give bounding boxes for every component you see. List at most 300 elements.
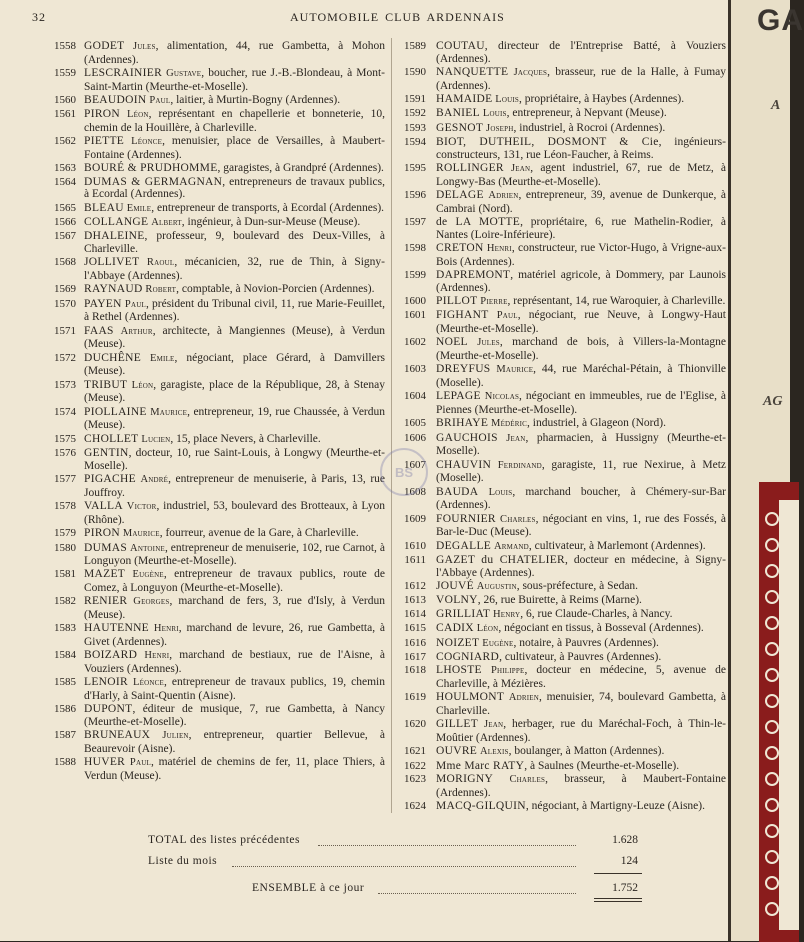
- member-description: , négociant en tissus, à Bosseval (Ardennes).: [498, 622, 704, 635]
- member-details: [436, 580, 726, 594]
- member-description: , menuisier, 74, boulevard Gambetta, à Charleville.: [436, 691, 726, 717]
- member-details: [436, 432, 726, 458]
- ornament-ring: [765, 850, 779, 864]
- member-first-name: Georges: [133, 596, 170, 608]
- member-description: , entrepreneur de travaux publics, route de Comez, à Longuyon (Meurthe-et-Moselle).: [84, 568, 385, 595]
- member-name: DUMAS: [84, 541, 128, 554]
- member-number: 1619: [404, 691, 426, 704]
- member-details: [84, 94, 385, 108]
- member-number: 1583: [54, 622, 76, 635]
- member-first-name: Paul: [129, 757, 151, 769]
- member-entry: [396, 691, 726, 717]
- member-description: , alimentation, 44, rue Gambetta, à Mohon (Ardennes).: [84, 40, 386, 66]
- member-details: [84, 67, 385, 93]
- member-details: [436, 622, 726, 636]
- member-number: 1621: [404, 745, 426, 758]
- member-description: , 6, rue Claude-Charles, à Nancy.: [520, 607, 673, 620]
- member-details: [436, 540, 726, 554]
- member-list-right-column: [396, 40, 726, 814]
- member-entry: [396, 459, 726, 485]
- member-name: PIRON: [84, 527, 121, 540]
- member-number: 1579: [54, 527, 76, 540]
- member-first-name: Robert: [145, 284, 177, 296]
- member-details: [84, 447, 385, 472]
- member-name: MORIGNY: [436, 773, 494, 786]
- member-details: [84, 176, 385, 201]
- member-name: LEPAGE: [436, 390, 481, 403]
- member-description: , marchand de fers, 3, rue d'Isly, à Verdun (Meuse).: [84, 595, 385, 622]
- member-name: LHOSTE: [436, 664, 482, 677]
- member-first-name: Henri: [153, 623, 179, 635]
- member-details: [436, 637, 726, 651]
- member-number: 1574: [54, 405, 76, 418]
- member-details: [84, 298, 385, 324]
- member-entry: [396, 216, 726, 241]
- ornament-ring: [765, 746, 779, 760]
- member-description: , marchand de bois, à Villers-la-Montagne (Meurthe-et-Moselle).: [436, 336, 726, 363]
- member-name: COUTAU: [436, 40, 485, 52]
- member-details: [436, 513, 726, 539]
- member-description: , négociant, rue Neuve, à Longwy-Haut (Meurthe-et-Moselle).: [436, 309, 726, 336]
- member-name: de LA MOTTE: [436, 216, 521, 229]
- member-name: DELAGE: [436, 189, 484, 202]
- member-number: 1569: [54, 283, 76, 296]
- member-entry: [30, 500, 385, 526]
- member-first-name: Louis: [482, 108, 507, 120]
- member-name: PIOLLAINE: [84, 405, 147, 418]
- member-details: [436, 309, 726, 335]
- member-first-name: André: [140, 474, 169, 486]
- member-entry: [396, 718, 726, 744]
- grand-total-label: ENSEMBLE à ce jour: [252, 882, 365, 894]
- member-details: [84, 230, 385, 255]
- member-details: [84, 108, 385, 134]
- member-description: , fourreur, avenue de la Gare, à Charleville.: [159, 527, 359, 540]
- member-description: , boulanger, à Matton (Ardennes).: [508, 745, 665, 758]
- member-number: 1615: [404, 622, 426, 635]
- member-number: 1593: [404, 121, 426, 134]
- member-details: [436, 718, 726, 744]
- member-name: PAYEN: [84, 297, 122, 310]
- member-details: [84, 433, 385, 447]
- member-entry: [30, 256, 385, 282]
- member-name: PIETTE: [84, 135, 125, 148]
- member-number: 1622: [404, 759, 426, 772]
- member-number: 1562: [54, 135, 76, 148]
- ornament-ring: [765, 616, 779, 630]
- member-details: [84, 406, 385, 432]
- member-description: , comptable, à Novion-Porcien (Ardennes).: [176, 283, 375, 296]
- member-first-name: Gustave: [166, 67, 202, 79]
- member-list-left-column: [30, 40, 385, 783]
- member-name: BOIZARD: [84, 649, 138, 662]
- member-number: 1591: [404, 92, 426, 105]
- member-description: , cultivateur, à Pauvres (Ardennes).: [499, 651, 662, 664]
- member-entry: [396, 66, 726, 92]
- member-description: , président du Tribunal civil, 11, rue Marie-Feuillet, à Rethel (Ardennes).: [84, 297, 385, 324]
- member-number: 1596: [404, 189, 426, 202]
- member-entry: [30, 433, 385, 447]
- member-entry: [396, 773, 726, 799]
- dot-leader: [378, 884, 576, 894]
- member-entry: [30, 649, 385, 675]
- member-first-name: Maurice: [122, 528, 160, 540]
- member-description: , sous-préfecture, à Sedan.: [516, 580, 639, 593]
- member-details: [84, 162, 385, 175]
- member-entry: [396, 580, 726, 594]
- member-number: 1620: [404, 718, 426, 731]
- member-details: [84, 729, 385, 755]
- member-description: , professeur, 9, boulevard des Deux-Villes, à Charleville.: [84, 230, 385, 256]
- member-description: , à Saulnes (Meurthe-et-Moselle).: [524, 759, 680, 772]
- member-first-name: Médéric: [491, 418, 528, 430]
- member-description: , négociant en immeubles, rue de l'Eglise, à Piennes (Meurthe-et-Moselle).: [436, 390, 726, 416]
- member-details: [84, 527, 385, 541]
- member-description: , pharmacien, à Hussigny (Meurthe-et-Moselle).: [436, 431, 726, 458]
- member-description: , entrepreneur de menuiserie, à Paris, 13, rue Jouffroy.: [84, 473, 385, 499]
- member-details: [84, 325, 385, 351]
- member-description: , docteur, 10, rue Saint-Louis, à Longwy (Meurthe-et-Moselle).: [84, 447, 385, 472]
- member-name: RENIER: [84, 595, 128, 608]
- member-details: [436, 242, 726, 268]
- member-name: LESCRAINIER: [84, 66, 163, 79]
- member-description: , directeur de l'Entreprise Batté, à Vouziers (Ardennes).: [436, 40, 726, 65]
- member-number: 1607: [404, 458, 426, 471]
- member-name: BLEAU: [84, 201, 124, 214]
- member-details: [436, 390, 726, 416]
- member-first-name: Léon: [476, 623, 499, 635]
- member-entry: [396, 745, 726, 759]
- member-description: , entrepreneur de menuiserie, 102, rue Carnot, à Longuyon (Meurthe-et-Moselle).: [84, 541, 386, 568]
- member-entry: [396, 664, 726, 690]
- member-details: [436, 189, 726, 215]
- member-number: 1589: [404, 40, 426, 52]
- member-entry: [396, 309, 726, 335]
- member-first-name: Henry: [493, 608, 521, 620]
- member-name: BRIHAYE: [436, 417, 489, 430]
- member-first-name: Augustin: [476, 581, 517, 593]
- member-name: DUCHÊNE: [84, 351, 142, 364]
- library-stamp: BS: [380, 448, 428, 496]
- member-first-name: Raoul: [146, 257, 175, 269]
- member-entry: [396, 390, 726, 416]
- member-details: [84, 216, 385, 230]
- member-first-name: Jean: [506, 432, 526, 444]
- member-details: [84, 256, 385, 282]
- member-name: DREYFUS: [436, 363, 491, 376]
- member-number: 1586: [54, 703, 76, 716]
- ornament-ring: [765, 824, 779, 838]
- member-description: , marchand de levure, 26, rue Gambetta, à Givet (Ardennes).: [84, 622, 386, 649]
- member-number: 1560: [54, 93, 76, 106]
- facing-page-heading: GA: [757, 4, 804, 37]
- member-number: 1610: [404, 539, 426, 552]
- member-number: 1558: [54, 40, 76, 52]
- member-description: , représentant, 14, rue Waroquier, à Charleville.: [507, 295, 726, 308]
- member-first-name: Antoine: [130, 542, 165, 554]
- ornament-ring: [765, 564, 779, 578]
- member-name: BOURÉ & PRUDHOMME: [84, 162, 218, 175]
- member-details: [84, 622, 385, 648]
- member-entry: [30, 447, 385, 472]
- member-number: 1608: [404, 485, 426, 498]
- member-first-name: Henri: [486, 243, 512, 255]
- member-name: GRILLIAT: [436, 607, 491, 620]
- member-description: , mécanicien, 32, rue de Thin, à Signy-l'Abbaye (Ardennes).: [84, 256, 386, 283]
- member-name: DHALEINE: [84, 230, 145, 243]
- member-number: 1624: [404, 800, 426, 813]
- member-description: , entrepreneur, 39, avenue de Dunkerque, à Cambrai (Nord).: [436, 189, 726, 215]
- member-description: , marchand boucher, à Chémery-sur-Bar (Ardennes).: [436, 485, 726, 512]
- member-details: [84, 649, 385, 675]
- member-number: 1559: [54, 66, 76, 79]
- ornament-ring: [765, 902, 779, 916]
- member-entry: [30, 729, 385, 755]
- member-details: [436, 336, 726, 362]
- member-entry: [30, 756, 385, 782]
- member-details: [436, 122, 726, 136]
- member-entry: [396, 486, 726, 512]
- member-number: 1564: [54, 175, 76, 188]
- member-details: [84, 568, 385, 594]
- member-number: 1584: [54, 649, 76, 662]
- member-name: DAPREMONT: [436, 269, 511, 282]
- member-entry: [30, 108, 385, 134]
- member-description: , entrepreneur, 19, rue Chaussée, à Verdun (Meuse).: [84, 405, 385, 432]
- member-description: , entrepreneur, à Nepvant (Meuse).: [506, 107, 667, 120]
- member-name: GAUCHOIS: [436, 431, 498, 444]
- member-name: GESNOT: [436, 121, 484, 134]
- member-description: , ingénieur, à Dun-sur-Meuse (Meuse).: [181, 216, 361, 229]
- member-number: 1566: [54, 216, 76, 229]
- member-details: [84, 283, 385, 297]
- member-entry: [30, 230, 385, 255]
- member-first-name: Jean: [483, 719, 504, 731]
- ornament-ring: [765, 512, 779, 526]
- member-name: DUPONT: [84, 703, 133, 716]
- member-first-name: Paul: [149, 94, 171, 106]
- member-number: 1601: [404, 309, 426, 322]
- member-description: , 26, rue Buirette, à Reims (Marne).: [477, 594, 642, 607]
- member-description: , 44, rue Maréchal-Pétain, à Thionville (Moselle).: [436, 363, 727, 389]
- ornament-ring: [765, 642, 779, 656]
- member-entry: [30, 473, 385, 499]
- member-description: , industriel, à Rocroi (Ardennes).: [513, 121, 666, 134]
- facing-page-edge: [728, 0, 804, 941]
- member-description: , propriétaire, à Haybes (Ardennes).: [519, 92, 685, 105]
- page-header: [0, 10, 728, 30]
- member-name: CRETON: [436, 242, 484, 255]
- member-number: 1582: [54, 595, 76, 608]
- member-first-name: Léonce: [133, 677, 164, 689]
- member-entry: [30, 176, 385, 201]
- member-number: 1568: [54, 256, 76, 269]
- member-details: [84, 595, 385, 621]
- member-number: 1581: [54, 568, 76, 581]
- member-number: 1578: [54, 500, 76, 513]
- member-entry: [30, 703, 385, 728]
- member-description: , entrepreneur de travaux publics, 19, chemin d'Harly, à Saint-Quentin (Aisne).: [84, 676, 385, 703]
- member-first-name: Paul: [496, 310, 518, 322]
- member-name: ROLLINGER: [436, 162, 504, 175]
- member-entry: [396, 417, 726, 431]
- member-description: , marchand de bestiaux, rue de l'Aisne, à Vouziers (Ardennes).: [84, 649, 385, 676]
- member-details: [84, 379, 385, 405]
- member-first-name: Lucien: [141, 433, 171, 445]
- member-first-name: Jean: [511, 163, 531, 175]
- member-description: , cultivateur, à Marlemont (Ardennes).: [528, 539, 706, 552]
- member-first-name: Léonce: [131, 136, 163, 148]
- member-name: HAMAIDE: [436, 92, 493, 105]
- member-entry: [30, 527, 385, 541]
- member-entry: [30, 325, 385, 351]
- sum-rule: [594, 873, 642, 874]
- member-entry: [30, 379, 385, 405]
- member-details: [84, 40, 385, 66]
- member-name: FIGHANT: [436, 309, 489, 322]
- member-details: [436, 40, 726, 65]
- member-first-name: Armand: [494, 540, 529, 552]
- total-underline: [594, 898, 642, 899]
- member-first-name: Arthur: [120, 325, 153, 337]
- member-first-name: Eugène: [132, 569, 164, 581]
- member-entry: [30, 162, 385, 175]
- member-name: GODET: [84, 40, 125, 52]
- member-description: , entrepreneur, quartier Bellevue, à Beaurevoir (Aisne).: [84, 729, 385, 755]
- member-name: GAZET du CHATELIER: [436, 554, 566, 567]
- month-list-label: Liste du mois: [148, 855, 218, 867]
- member-entry: [30, 595, 385, 621]
- member-number: 1563: [54, 162, 76, 175]
- member-entry: [396, 107, 726, 121]
- member-first-name: Léon: [127, 109, 149, 121]
- member-description: , brasseur, à Maubert-Fontaine (Ardennes).: [436, 773, 726, 799]
- member-description: , négociant, place Gérard, à Damvillers (Meuse).: [84, 351, 385, 378]
- member-first-name: Jacques: [513, 66, 548, 78]
- member-number: 1592: [404, 107, 426, 120]
- member-details: [436, 554, 726, 579]
- member-entry: [30, 542, 385, 568]
- member-number: 1588: [54, 756, 76, 769]
- member-entry: [396, 122, 726, 136]
- member-entry: [396, 651, 726, 664]
- member-first-name: Pierre: [480, 296, 508, 308]
- member-name: FAAS: [84, 324, 114, 337]
- member-first-name: Emile: [150, 352, 175, 364]
- ornament-ring: [765, 668, 779, 682]
- member-number: 1575: [54, 432, 76, 445]
- member-number: 1606: [404, 431, 426, 444]
- member-number: 1577: [54, 473, 76, 486]
- member-name: RAYNAUD: [84, 283, 143, 296]
- total-double-underline: [594, 901, 642, 902]
- member-entry: [396, 800, 726, 813]
- member-number: 1597: [404, 216, 426, 229]
- ornament-ring: [765, 720, 779, 734]
- member-first-name: Julien: [162, 730, 189, 742]
- member-number: 1594: [404, 136, 426, 149]
- member-details: [436, 745, 726, 759]
- member-name: LENOIR: [84, 676, 128, 689]
- member-first-name: Adrien: [488, 190, 519, 202]
- member-first-name: Emile: [126, 202, 152, 214]
- member-details: [436, 594, 726, 607]
- running-title: AUTOMOBILE CLUB ARDENNAIS: [290, 10, 505, 24]
- member-details: [84, 542, 385, 568]
- member-number: 1605: [404, 417, 426, 430]
- grand-total-value: 1.752: [612, 882, 638, 894]
- member-name: BAUDA: [436, 485, 479, 498]
- member-number: 1573: [54, 378, 76, 391]
- member-number: 1600: [404, 295, 426, 308]
- member-entry: [30, 406, 385, 432]
- member-name: GILLET: [436, 718, 479, 731]
- member-details: [436, 269, 726, 294]
- member-details: [436, 773, 726, 799]
- member-number: 1576: [54, 447, 76, 460]
- member-entry: [30, 622, 385, 648]
- member-description: , industriel, 53, boulevard des Brotteaux, à Lyon (Rhône).: [84, 500, 385, 526]
- member-first-name: Henri: [144, 650, 170, 662]
- member-name: JOUVÉ: [436, 580, 474, 593]
- member-number: 1590: [404, 65, 426, 78]
- member-name: JOLLIVET: [84, 256, 140, 269]
- member-description: , matériel agricole, à Dommery, par Launois (Ardennes).: [436, 269, 726, 294]
- member-number: 1602: [404, 336, 426, 349]
- member-details: [84, 756, 385, 782]
- member-first-name: Louis: [495, 93, 520, 105]
- member-entry: [396, 513, 726, 539]
- member-number: 1565: [54, 201, 76, 214]
- member-details: [436, 107, 726, 121]
- member-details: [436, 136, 726, 161]
- member-entry: [396, 363, 726, 389]
- member-name: MACQ-GILQUIN: [436, 800, 526, 813]
- member-name: BANIEL: [436, 107, 480, 120]
- member-name: VALLA: [84, 500, 123, 513]
- member-name: BRUNEAUX: [84, 729, 151, 742]
- member-name: MAZET: [84, 568, 126, 581]
- member-first-name: Joseph: [486, 122, 514, 134]
- member-number: 1572: [54, 351, 76, 364]
- member-name: DEGALLE: [436, 539, 492, 552]
- member-description: , industriel, à Glageon (Nord).: [527, 417, 666, 430]
- advert-inner: [779, 500, 799, 930]
- ornament-ring: [765, 694, 779, 708]
- member-details: [84, 202, 385, 216]
- member-details: [436, 651, 726, 664]
- member-description: , laitier, à Murtin-Bogny (Ardennes).: [170, 93, 341, 106]
- page-number: 32: [32, 10, 46, 24]
- member-description: , agent industriel, 67, rue de Metz, à Longwy-Bas (Meurthe-et-Moselle).: [436, 162, 726, 188]
- member-first-name: Nicolas: [484, 391, 520, 403]
- month-list-value: 124: [620, 855, 638, 867]
- member-entry: [396, 189, 726, 215]
- member-first-name: Alexis: [480, 746, 509, 758]
- member-name: Mme Marc RATY: [436, 759, 525, 772]
- member-number: 1616: [404, 636, 426, 649]
- member-name: OUVRE: [436, 745, 478, 758]
- member-number: 1614: [404, 607, 426, 620]
- member-first-name: Charles: [499, 513, 536, 525]
- dot-leader: [232, 857, 576, 867]
- member-details: [84, 703, 385, 728]
- member-details: [436, 486, 726, 512]
- member-number: 1587: [54, 729, 76, 742]
- member-description: , 15, place Nevers, à Charleville.: [170, 432, 321, 445]
- member-first-name: Charles: [509, 774, 546, 786]
- member-first-name: Louis: [488, 486, 513, 498]
